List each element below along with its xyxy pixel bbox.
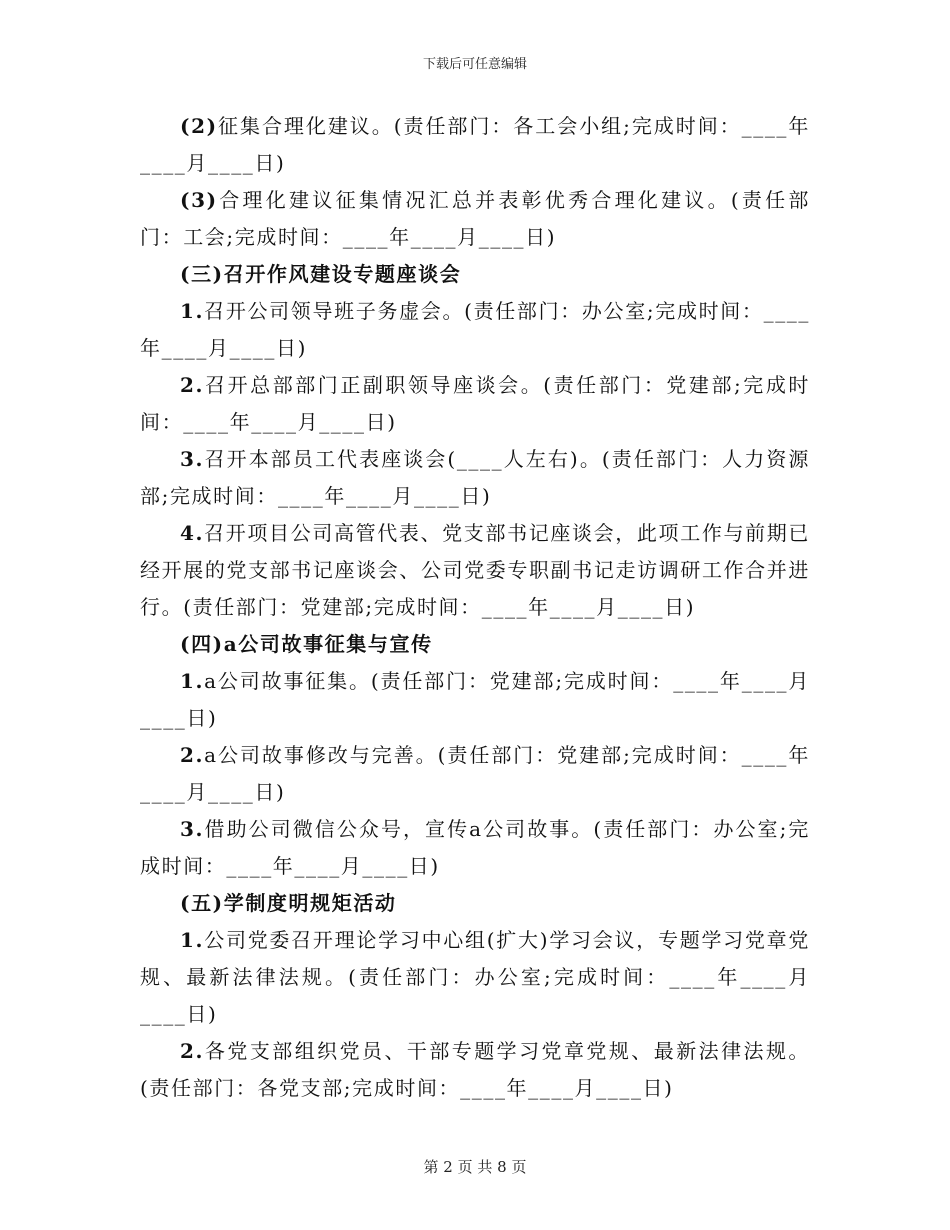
item-number: 2.: [180, 373, 205, 397]
item-text: 各党支部组织党员、干部专题学习党章党规、最新法律法规。(责任部门：各党支部;完成时间：____年____月____日): [140, 1039, 810, 1100]
item-number: (3): [180, 188, 218, 212]
item-text: 征集合理化建议。(责任部门：各工会小组;完成时间：____年____月____日): [140, 114, 810, 175]
list-item: [140, 108, 810, 182]
list-item: [140, 441, 810, 515]
section-heading: [140, 885, 810, 922]
list-item: [140, 811, 810, 885]
item-number: 3.: [180, 447, 205, 471]
page-header: 下载后可任意编辑: [422, 57, 527, 72]
heading-text: (三)召开作风建设专题座谈会: [180, 262, 462, 286]
item-number: 4.: [180, 521, 205, 545]
item-text: 公司党委召开理论学习中心组(扩大)学习会议，专题学习党章党规、最新法律法规。(责任部门：办公室;完成时间：____年____月____日): [140, 928, 810, 1026]
item-number: 3.: [180, 817, 205, 841]
item-text: 召开公司领导班子务虚会。(责任部门：办公室;完成时间：____年____月____日): [140, 299, 810, 360]
item-number: 1.: [180, 299, 205, 323]
list-item: [140, 515, 810, 626]
list-item: [140, 1033, 810, 1107]
item-number: 2.: [180, 743, 205, 767]
list-item: [140, 737, 810, 811]
item-number: 1.: [180, 669, 205, 693]
list-item: [140, 922, 810, 1033]
page-footer: 第 2 页 共 8 页: [423, 1158, 527, 1176]
list-item: [140, 663, 810, 737]
section-heading: [140, 626, 810, 663]
item-number: 2.: [180, 1039, 205, 1063]
heading-text: (四)a公司故事征集与宣传: [180, 632, 433, 656]
item-text: 借助公司微信公众号，宣传a公司故事。(责任部门：办公室;完成时间：____年____月____日): [140, 817, 810, 878]
list-item: [140, 182, 810, 256]
item-text: 召开项目公司高管代表、党支部书记座谈会，此项工作与前期已经开展的党支部书记座谈会、公司党委专职副书记走访调研工作合并进行。(责任部门：党建部;完成时间：____年____月____日): [140, 521, 810, 619]
list-item: [140, 367, 810, 441]
document-body: [140, 108, 810, 1107]
item-text: a公司故事征集。(责任部门：党建部;完成时间：____年____月____日): [140, 669, 810, 730]
heading-text: (五)学制度明规矩活动: [180, 891, 397, 915]
item-number: (2): [180, 114, 218, 138]
item-text: 召开本部员工代表座谈会(____人左右)。(责任部门：人力资源部;完成时间：____年____月____日): [140, 447, 810, 508]
item-text: a公司故事修改与完善。(责任部门：党建部;完成时间：____年____月____日): [140, 743, 810, 804]
item-text: 召开总部部门正副职领导座谈会。(责任部门：党建部;完成时间：____年____月____日): [140, 373, 810, 434]
list-item: [140, 293, 810, 367]
item-number: 1.: [180, 928, 205, 952]
section-heading: [140, 256, 810, 293]
item-text: 合理化建议征集情况汇总并表彰优秀合理化建议。(责任部门：工会;完成时间：____年____月____日): [140, 188, 810, 249]
